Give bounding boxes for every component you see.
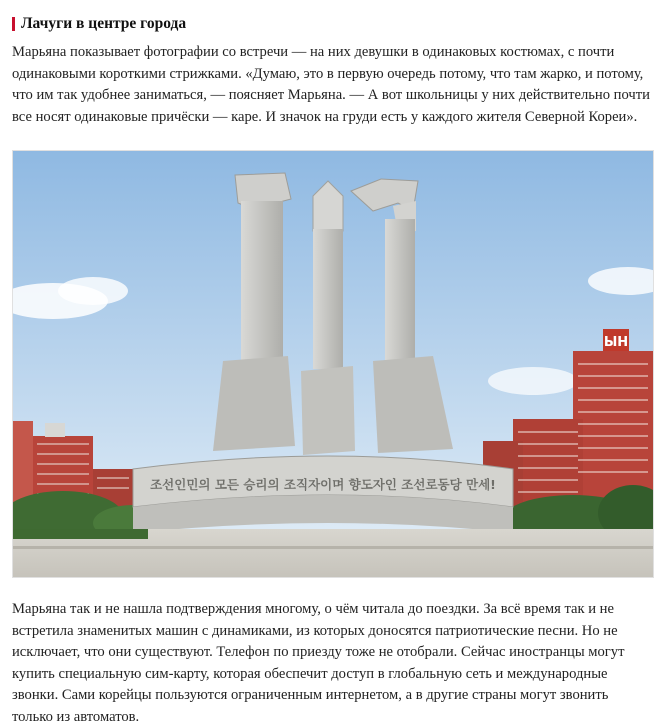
heading-accent-bar — [12, 17, 15, 31]
section-heading-text: Лачуги в центре города — [21, 15, 187, 32]
monument-photo-illustration — [13, 151, 653, 577]
paragraph-outro: Марьяна так и не нашла подтверждения многому, о чём читала до поездки. За всё время так и не встретила знаменитых машин с динамиками, из которых доносятся патриотические песни. Но не исключает, что они существуют. Телефон по приезду тоже не отобрали. Сейчас иностранцы могут купить специальную сим-карту, которая обеспечит доступ в глобальную сеть и международные звонки. Сами корейцы пользуются ограниченным интернетом, а в другие страны могут звонить только из автоматов. — [12, 601, 625, 725]
svg-text:조선인민의 모든 승리의 조직자이며 향도자인 조선로동당: 조선인민의 모든 승리의 조직자이며 향도자인 조선로동당 만세! — [150, 477, 496, 492]
section-heading — [12, 15, 186, 33]
svg-text:ЫН: ЫН — [603, 335, 629, 350]
monument-photo — [12, 150, 654, 578]
paragraph-intro: Марьяна показывает фотографии со встречи — на них девушки в одинаковых костюмах, с почти одинаковыми короткими стрижками. «Думаю, это в первую очередь потому, что там жарко, и потому, что им так удобнее заниматься, — поясняет Марьяна. — А вот школьницы у них действительно почти все носят одинаковые причёски — каре. И значок на груди есть у каждого жителя Северной Кореи». — [12, 44, 650, 125]
